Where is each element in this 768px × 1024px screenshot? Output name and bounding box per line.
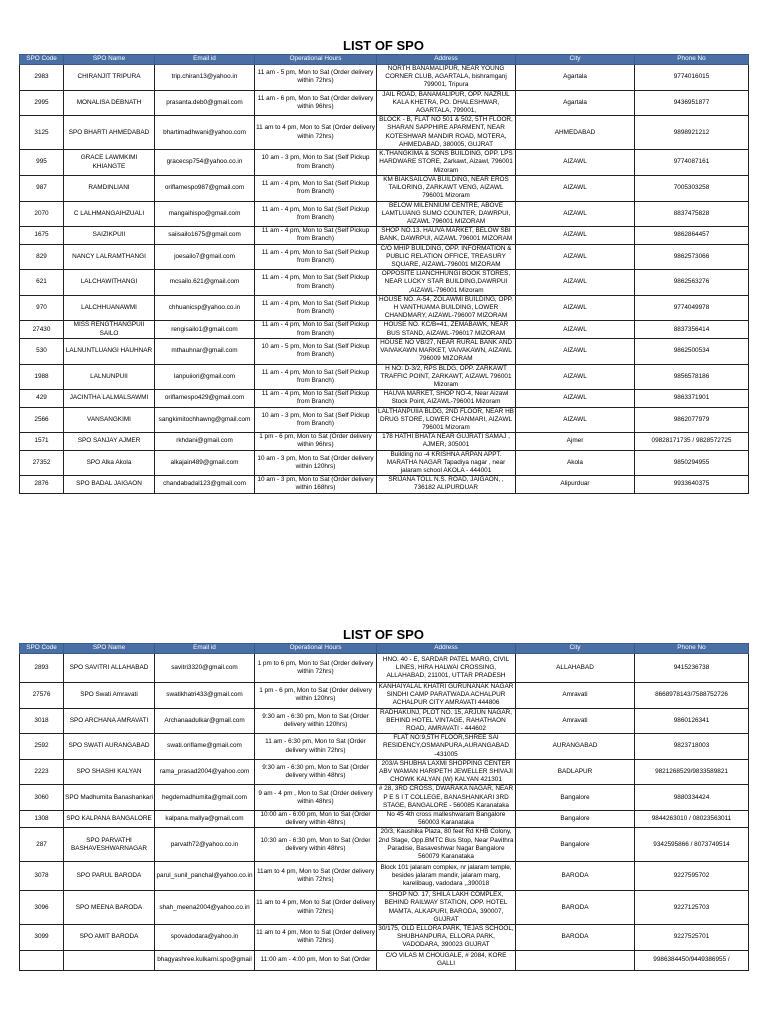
table-row (20, 295, 749, 321)
address-cell: JAIL ROAD, BANAMALIPUR, OPP. NAZRUL KALA KHETRA, PO. DHALESHWAR, AGARTALA, 799001, (377, 90, 516, 116)
city-cell: AIZAWL (516, 270, 635, 296)
operational-hours-cell: 11am to 4 pm, Mon to Sat (Order delivery within 72hrs) (255, 862, 377, 891)
email-cell: joesailo7@gmail.com (155, 244, 255, 270)
city-cell: AIZAWL (516, 150, 635, 176)
table-header-row (20, 644, 749, 654)
phone-cell: 9774016015 (635, 65, 749, 91)
email-cell: lanpuiiori@gmail.com (155, 364, 255, 390)
list-title: LIST OF SPO (343, 627, 424, 642)
spo-name-cell: SPO SANJAY AJMER (64, 433, 155, 450)
address-cell: 30/175, OLD ELLORA PARK, TEJAS SCHOOL, SHUBHANPURA, ELLORA PARK, VADODARA, 390023 GUJRAT (378, 925, 514, 949)
spo-code-cell: 2995 (20, 90, 64, 116)
table-row (20, 891, 749, 925)
column-header: Operational Hours (255, 644, 377, 654)
spo-code-cell: 621 (20, 270, 64, 296)
spo-code-cell (20, 950, 64, 970)
phone-cell: 8668978143/7588752726 (635, 683, 749, 709)
operational-hours-cell: 11 am - 4 pm, Mon to Sat (Self Pickup from Branch) (255, 321, 377, 338)
address-cell: SRIJANA TOLL N.S. ROAD, JAIGAON, , 736182 ALIPURDUAR (377, 476, 516, 493)
table-row (20, 116, 749, 150)
email-cell: rengisailo1@gmail.com (155, 321, 255, 338)
operational-hours-cell: 10 am - 3 pm, Mon to Sat (Order delivery within 168hrs) (255, 476, 377, 493)
phone-cell: 9862563276 (635, 270, 749, 296)
table-row (20, 708, 749, 734)
spo-table-2 (19, 643, 749, 971)
email-cell: spovadodara@yahoo.in (155, 925, 255, 951)
email-cell: rama_prasad2004@yahoo.com (155, 759, 255, 785)
address-cell: 178 HATHI BHATA NEAR GUJRATI SAMAJ , AJMER, 305001 (377, 433, 516, 450)
column-header: SPO Code (20, 55, 64, 65)
email-cell: parul_sunil_panchal@yahoo.co.in (155, 862, 255, 891)
spo-code-cell: 2983 (20, 65, 64, 91)
city-cell: AIZAWL (516, 201, 635, 227)
phone-cell: 9774049978 (635, 295, 749, 321)
phone-cell: 9774087161 (635, 150, 749, 176)
spo-name-cell: SPO PARUL BARODA (64, 862, 155, 891)
operational-hours-cell: 11 am - 6:30 pm, Mon to Sat (Order delivery within 72hrs) (255, 734, 377, 760)
address-cell: H NO: D-3/2, RPS BLDG, OPP. ZARKAWT TRAFFIC POINT, ZARKAWT, AIZAWL 796001 Mizoram (377, 364, 516, 390)
spo-name-cell: MISS RENGTHANGPUII SAILO (64, 321, 155, 338)
spo-name-cell: SPO BADAL JAIGAON (64, 476, 155, 493)
table-row (20, 654, 749, 683)
spo-code-cell: 987 (20, 176, 64, 202)
column-header: City (516, 644, 635, 654)
spo-name-cell: VANSANGKIMI (64, 407, 155, 433)
address-cell: HOUSE NO. A-54, ZOLAWMI BUILDING, OPP. H VANTHUAMA BUILDING, LOWER CHANDMARY, AIZAWL-796007 MIZORAM (377, 295, 516, 321)
column-header: SPO Name (64, 55, 155, 65)
spo-name-cell: NANCY LALRAMTHANGI (64, 244, 155, 270)
spo-name-cell: SAIZIKPUII (64, 227, 155, 244)
email-cell: savitri3320@gmail.com (155, 654, 255, 683)
table-row (20, 759, 749, 785)
spo-code-cell: 2876 (20, 476, 64, 493)
spo-code-cell: 287 (20, 828, 64, 862)
address-cell: HOUSE NO. KC/B=41, ZEMABAWK, NEAR BUS STAND, AIZAWL-796017 MIZORAM (377, 321, 516, 338)
address-cell: 203/A SHUBHA LAXMI SHOPPING CENTER ABV WAMAN HARIPETH JEWELLER SHIVAJI CHOWK KALYAN (W) KALYAN 421301 (377, 759, 516, 785)
spo-code-cell: 3078 (20, 862, 64, 891)
address-cell: HNO. 40 - E, SARDAR PATEL MARG, CIVIL LINES, HIRA HALWAI CROSSING, ALLAHABAD, 211001, UTTAR PRADESH (377, 654, 516, 683)
email-cell: mangaihispo@gmail.com (155, 201, 255, 227)
table-row (20, 734, 749, 760)
table-row (20, 450, 749, 476)
address-cell: FLAT NO:9,5TH FLOOR,SHREE SAI RESIDENCY,OSMANPURA,AURANGABAD -431005 (377, 734, 516, 760)
operational-hours-cell: 10:30 am - 6:30 pm, Mon to Sat (Order delivery within 48hrs) (255, 828, 377, 862)
email-cell: oriflamespo429@gmail.com (155, 390, 255, 407)
operational-hours-cell: 11 am - 4 pm, Mon to Sat (Self Pickup from Branch) (255, 364, 377, 390)
address-cell: K.THANGKIMA & SONS BUILDING, OPP. LPS HARDWARE STORE, Zarkawt, Aizawl, 796001 Mizoram (377, 150, 516, 176)
spo-code-cell: 3060 (20, 785, 64, 811)
operational-hours-cell: 11 am - 4 pm, Mon to Sat (Self Pickup from Branch) (255, 227, 377, 244)
phone-cell: 7005303258 (635, 176, 749, 202)
spo-name-cell: SPO SAVITRI ALLAHABAD (64, 654, 155, 683)
spo-name-cell: SPO Alka Akola (64, 450, 155, 476)
address-cell: LALTHANPUIIA BLDG, 2ND FLOOR, NEAR HB DRUG STORE, LOWER CHANMARI, AIZAWL 796001 Mizoram (378, 407, 514, 431)
operational-hours-cell: 11 am to 4 pm, Mon to Sat (Order delivery within 72hrs) (255, 891, 377, 925)
spo-name-cell: SPO SHASHI KALYAN (64, 759, 155, 785)
spo-code-cell: 1571 (20, 433, 64, 450)
city-cell: AIZAWL (516, 295, 635, 321)
spo-code-cell: 27430 (20, 321, 64, 338)
operational-hours-cell: 11:00 am - 4:00 pm, Mon to Sat (Order (255, 950, 377, 970)
city-cell: Ajmer (516, 433, 635, 450)
address-cell: HOUSE NO VB/27, NEAR RURAL BANK AND VAIVAKAWN MARKET, VAIVAKAWN, AIZAWL 796009 MIZORAM (377, 338, 516, 364)
city-cell: BARODA (516, 891, 635, 925)
email-cell: sangkimitochhawng@gmail.com (155, 407, 255, 433)
city-cell: BARODA (516, 925, 635, 951)
phone-cell: 9862500534 (635, 338, 749, 364)
operational-hours-cell: 11 am - 6 pm, Mon to Sat (Order delivery within 96hrs) (255, 90, 377, 116)
table-row (20, 925, 749, 951)
table-row (20, 950, 749, 970)
spo-name-cell: SPO AMIT BARODA (64, 925, 155, 951)
table-header-row (20, 55, 749, 65)
table-row (20, 364, 749, 390)
phone-cell: 9862864457 (635, 227, 749, 244)
spo-code-cell: 1308 (20, 811, 64, 828)
column-header: Email id (155, 644, 255, 654)
city-cell: AIZAWL (516, 244, 635, 270)
email-cell: bhagyashree.kulkarni.spo@gmail (155, 950, 255, 970)
city-cell: ALLAHABAD (516, 654, 635, 683)
phone-cell: 8837475828 (635, 201, 749, 227)
phone-cell: 9227525701 (635, 925, 749, 951)
table-row (20, 176, 749, 202)
city-cell: Amravati (516, 683, 635, 709)
phone-cell: 9880334424 (635, 785, 749, 811)
phone-cell: 9898921212 (635, 116, 749, 150)
email-cell: kalpana.mallya@gmail.com (155, 811, 255, 828)
email-cell: saiisailo1675@gmail.com (155, 227, 255, 244)
spo-name-cell: MONALISA DEBNATH (64, 90, 155, 116)
email-cell: gracecsp754@yahoo.co.in (155, 150, 255, 176)
table-row (20, 321, 749, 338)
email-cell: mthauhnar@gmail.com (155, 338, 255, 364)
spo-name-cell: JACINTHA LALMALSAWMI (64, 390, 155, 407)
table-row (20, 811, 749, 828)
operational-hours-cell: 10:00 am - 6:00 pm, Mon to Sat (Order delivery within 48hrs) (255, 811, 377, 828)
address-cell: RADHAKUNJ, PLOT NO. 15, ARJUN NAGAR, BEHIND HOTEL VINTAGE, RAHATHAON ROAD, AMRAVATI - 444602 (377, 708, 516, 734)
phone-cell: 9986384450/9449386955 / (635, 950, 749, 970)
email-cell: swatikhatri433@gmail.com (155, 683, 255, 709)
spo-name-cell: LALCHHUANAWMI (64, 295, 155, 321)
city-cell: AIZAWL (516, 407, 635, 433)
table-row (20, 150, 749, 176)
address-cell: C/O VILAS M CHOUGALE, # 2084, KORE GALLI (377, 950, 516, 970)
phone-cell: 9860126341 (635, 708, 749, 734)
spo-code-cell: 1988 (20, 364, 64, 390)
table-body (20, 654, 749, 971)
table-body (20, 65, 749, 494)
spo-name-cell (64, 950, 155, 970)
spo-code-cell: 829 (20, 244, 64, 270)
operational-hours-cell: 11 am - 5 pm, Mon to Sat (Order delivery within 72hrs) (255, 65, 377, 91)
email-cell: bhartimadhwani@yahoo.com (155, 116, 255, 150)
spo-code-cell: 1675 (20, 227, 64, 244)
phone-cell: 9862573066 (635, 244, 749, 270)
email-cell: Archanaadulkar@gmail.com (155, 708, 255, 734)
spo-code-cell: 2223 (20, 759, 64, 785)
email-cell: swati.oriflame@gmail.com (155, 734, 255, 760)
operational-hours-cell: 1 pm - 6 pm, Mon to Sat (Order delivery within 96hrs) (255, 433, 377, 450)
city-cell: Agartala (516, 90, 635, 116)
spo-name-cell: C LALHMANGAIHZUALI (64, 201, 155, 227)
city-cell: BARODA (516, 862, 635, 891)
table-row (20, 227, 749, 244)
city-cell: Bangalore (516, 828, 635, 862)
operational-hours-cell: 11 am - 4 pm, Mon to Sat (Self Pickup from Branch) (255, 295, 377, 321)
city-cell (516, 950, 635, 970)
address-cell: KANHAIYALAL KHATRI GURUNANAK NAGAR SINDHI CAMP PARATWADA ACHALPUR ACHALPUR CITY AMRAVATI 444806 (377, 683, 516, 709)
table-row (20, 476, 749, 493)
email-cell: chandabadal123@gmail.com (155, 476, 255, 493)
city-cell: AURANGABAD (516, 734, 635, 760)
table-row (20, 90, 749, 116)
city-cell: Amravati (516, 708, 635, 734)
column-header: SPO Name (64, 644, 155, 654)
operational-hours-cell: 9 am - 4 pm , Mon to Sat (Order delivery within 48hrs) (255, 785, 377, 811)
column-header: Email id (155, 55, 255, 65)
operational-hours-cell: 1 pm - 6 pm, Mon to Sat (Order delivery within 120hrs) (255, 683, 377, 709)
email-cell: hegdemadhumita@gmail.com (155, 785, 255, 811)
phone-cell: 09828171735 / 9828572725 (635, 433, 749, 450)
email-cell: chhuanicsp@yahoo.co.in (155, 295, 255, 321)
operational-hours-cell: 10 am - 3 pm, Mon to Sat (Order delivery within 120hrs) (255, 450, 377, 476)
address-cell: KM BIAKSAILOVA BUILDING, NEAR EROS TAILORING, ZARKAWT VENG, AIZAWL 796001 Mizoram (377, 176, 516, 202)
operational-hours-cell: 11 am to 4 pm, Mon to Sat (Order delivery within 72hrs) (255, 116, 377, 150)
address-cell: Building no -4 KRISHNA ARPAN APPT. MARATHA NAGAR Tapadiya nagar , near jalaram school AKOLA - 444001 (377, 450, 516, 476)
table-row (20, 201, 749, 227)
phone-cell: 9821268529/9833589821 (635, 759, 749, 785)
column-header: Operational Hours (255, 55, 377, 65)
address-cell: 20/3, Kaushika Plaza, 80 feet Rd KHB Colony, 2nd Stage, Opp.BMTC Bus Stop, Near Pavithra Paradise, Basaveshwar Nagar Bangalore 560079 Karanataka (377, 828, 516, 862)
phone-cell: 9933640375 (635, 476, 749, 493)
table-row (20, 828, 749, 862)
city-cell: Bangalore (516, 811, 635, 828)
spo-name-cell: SPO Madhumita Banashankari (64, 785, 155, 811)
address-cell: SHOP NO. 17, SHILA LAKH COMPLEX, BEHIND RAILWAY STATION, OPP. HOTEL MAMTA, ALKAPURI, BARODA, 390007, GUJRAT (377, 891, 516, 925)
email-cell: prasanta.deb0@gmail.com (155, 90, 255, 116)
spo-code-cell: 2592 (20, 734, 64, 760)
operational-hours-cell: 11 am - 4 pm, Mon to Sat (Self Pickup from Branch) (255, 244, 377, 270)
spo-code-cell: 27352 (20, 450, 64, 476)
table-row (20, 785, 749, 811)
operational-hours-cell: 11 am - 4 pm, Mon to Sat (Self Pickup from Branch) (255, 270, 377, 296)
table-row (20, 270, 749, 296)
table-row (20, 683, 749, 709)
operational-hours-cell: 1 pm to 6 pm, Mon to Sat (Order delivery within 72hrs) (255, 654, 377, 683)
spo-name-cell: LALNUNPUII (64, 364, 155, 390)
city-cell: Agartala (516, 65, 635, 91)
table-row (20, 244, 749, 270)
spo-code-cell: 2566 (20, 407, 64, 433)
column-header: SPO Code (20, 644, 64, 654)
column-header: Address (377, 55, 516, 65)
operational-hours-cell: 11 am - 4 pm, Mon to Sat (Self Pickup from Branch) (255, 201, 377, 227)
email-cell: trip.chiran13@yahoo.in (155, 65, 255, 91)
phone-cell: 9863371901 (635, 390, 749, 407)
address-cell: SHOP NO.13. HAUVA MARKET, BELOW SBI BANK, DAWRPUI, AIZAWL 796001 MIZORAM (377, 227, 516, 244)
spo-code-cell: 2070 (20, 201, 64, 227)
operational-hours-cell: 10 am - 3 pm, Mon to Sat (Self Pickup from Branch) (255, 150, 377, 176)
phone-cell: 9227125703 (635, 891, 749, 925)
phone-cell: 8837356414 (635, 321, 749, 338)
email-cell: parvath72@yahoo.co.in (155, 828, 255, 862)
spo-name-cell: SPO PARVATHI BASHAVESHWARNAGAR (64, 828, 155, 862)
address-cell: C/O MHIP BUILDING, OPP. INFORMATION & PUBLIC RELATION OFFICE, TREASURY SQUARE, AIZAWL-796001 MIZORAM (377, 244, 516, 270)
spo-name-cell: SPO ARCHANA AMRAVATI (64, 708, 155, 734)
spo-name-cell: SPO MEENA BARODA (64, 891, 155, 925)
column-header: Phone No (635, 644, 749, 654)
city-cell: Bangalore (516, 785, 635, 811)
spo-code-cell: 3099 (20, 925, 64, 951)
column-header: City (516, 55, 635, 65)
address-cell: Block 101 jalaram complex, nr jalaram temple, besides jalaram mandir, jalaram marg, karelibaug, vadodara ,,390018 (377, 862, 516, 891)
city-cell: Alipurduar (516, 476, 635, 493)
phone-cell: 9856578186 (635, 364, 749, 390)
phone-cell: 9850294955 (635, 450, 749, 476)
table-row (20, 338, 749, 364)
operational-hours-cell: 11 am - 4 pm, Mon to Sat (Self Pickup from Branch) (255, 390, 377, 407)
city-cell: AIZAWL (516, 390, 635, 407)
spo-list-section-2 (19, 627, 748, 971)
spo-name-cell: SPO KALPANA BANGALORE (64, 811, 155, 828)
table-row (20, 862, 749, 891)
phone-cell: 9415236738 (635, 654, 749, 683)
city-cell: AHMEDABAD (516, 116, 635, 150)
address-cell: OPPOSITE LIANCHHUNGI BOOK STORES, NEAR LUCKY STAR BUILDING,DAWRPUI ,AIZAWL-796001 Mizoram (377, 270, 516, 296)
city-cell: AIZAWL (516, 338, 635, 364)
table-row (20, 407, 749, 433)
phone-cell: 9227595702 (635, 862, 749, 891)
phone-cell: 9342595866 / 8073749514 (635, 828, 749, 862)
email-cell: mcsailo.621@gmail.com (155, 270, 255, 296)
address-cell: BLOCK - B, FLAT NO 501 & 502, 5TH FLOOR, SHARAN SAPPHIRE APARMENT, NEAR KOTESHWAR MANDIR ROAD, MOTERA, AHMEDABAD, 380005, GUJRAT (377, 116, 516, 150)
city-cell: AIZAWL (516, 176, 635, 202)
spo-name-cell: LALNUNTLUANGI HAUHNAR (64, 338, 155, 364)
spo-name-cell: GRACE LAWMKIMI KHIANGTE (64, 150, 155, 176)
spo-name-cell: LALCHAWITHANGI (64, 270, 155, 296)
spo-name-cell: SPO Swati Amravati (64, 683, 155, 709)
list-title: LIST OF SPO (343, 38, 424, 53)
email-cell: shah_meena2004@yahoo.co.in (155, 891, 255, 925)
spo-name-cell: SPO SWATI AURANGABAD (64, 734, 155, 760)
operational-hours-cell: 11 am - 4 pm, Mon to Sat (Self Pickup from Branch) (255, 176, 377, 202)
spo-name-cell: RAMDINLIANI (64, 176, 155, 202)
email-cell: alkajain489@gmail.com (155, 450, 255, 476)
operational-hours-cell: 9:30 am - 6:30 pm, Mon to Sat (Order delivery within 120hrs) (255, 708, 377, 734)
table-row (20, 390, 749, 407)
phone-cell: 9844263010 / 08023563011 (635, 811, 749, 828)
operational-hours-cell: 10 am - 5 pm, Mon to Sat (Self Pickup from Branch) (255, 338, 377, 364)
operational-hours-cell: 9:30 am - 6:30 pm, Mon to Sat (Order delivery within 48hrs) (255, 759, 377, 785)
spo-code-cell: 3125 (20, 116, 64, 150)
table-row (20, 433, 749, 450)
phone-cell: 9436951877 (635, 90, 749, 116)
email-cell: rkhdani@gmail.com (155, 433, 255, 450)
city-cell: AIZAWL (516, 227, 635, 244)
spo-list-section-1 (19, 38, 748, 494)
spo-code-cell: 3018 (20, 708, 64, 734)
operational-hours-cell: 10 am - 3 pm, Mon to Sat (Self Pickup from Branch) (255, 407, 377, 433)
city-cell: AIZAWL (516, 321, 635, 338)
spo-name-cell: CHIRANJIT TRIPURA (64, 65, 155, 91)
column-header: Address (377, 644, 516, 654)
address-cell: NORTH BANAMALIPUR, NEAR YOUNG CORNER CLUB, AGARTALA, bishramganj 799001, Tripura (377, 65, 516, 91)
operational-hours-cell: 11 am to 4 pm, Mon to Sat (Order delivery within 72hrs) (255, 925, 377, 951)
phone-cell: 9862077979 (635, 407, 749, 433)
spo-table-1 (19, 54, 749, 494)
address-cell: HAUVA MARKET, SHOP NO-4, Near Aizawl Stock Point, AIZAWL-796001 Mizoram (377, 390, 516, 407)
spo-code-cell: 970 (20, 295, 64, 321)
spo-code-cell: 995 (20, 150, 64, 176)
city-cell: Akola (516, 450, 635, 476)
city-cell: AIZAWL (516, 364, 635, 390)
address-cell: # 28, 3RD CROSS, DWARAKA NAGAR, NEAR P E S I T COLLEGE, BANASHANKARI 3RD STAGE, BANGALORE - 560085 Karanataka (377, 785, 516, 811)
city-cell: BADLAPUR (516, 759, 635, 785)
table-row (20, 65, 749, 91)
spo-code-cell: 27576 (20, 683, 64, 709)
phone-cell: 9823718003 (635, 734, 749, 760)
spo-name-cell: SPO BHARTI AHMEDABAD (64, 116, 155, 150)
spo-code-cell: 3096 (20, 891, 64, 925)
address-cell: No 45 4th cross malleshwaram Bangalore 560003 Karanataka (377, 811, 516, 828)
address-cell: BELOW MILENNIUM CENTRE, ABOVE LAMTLUANG SUMO COUNTER, DAWRPUI, AIZAWL 796001 MIZORAM (377, 201, 516, 227)
spo-code-cell: 2893 (20, 654, 64, 683)
email-cell: oriflamespo987@gmail.com (155, 176, 255, 202)
spo-code-cell: 530 (20, 338, 64, 364)
spo-code-cell: 429 (20, 390, 64, 407)
column-header: Phone No (635, 55, 749, 65)
